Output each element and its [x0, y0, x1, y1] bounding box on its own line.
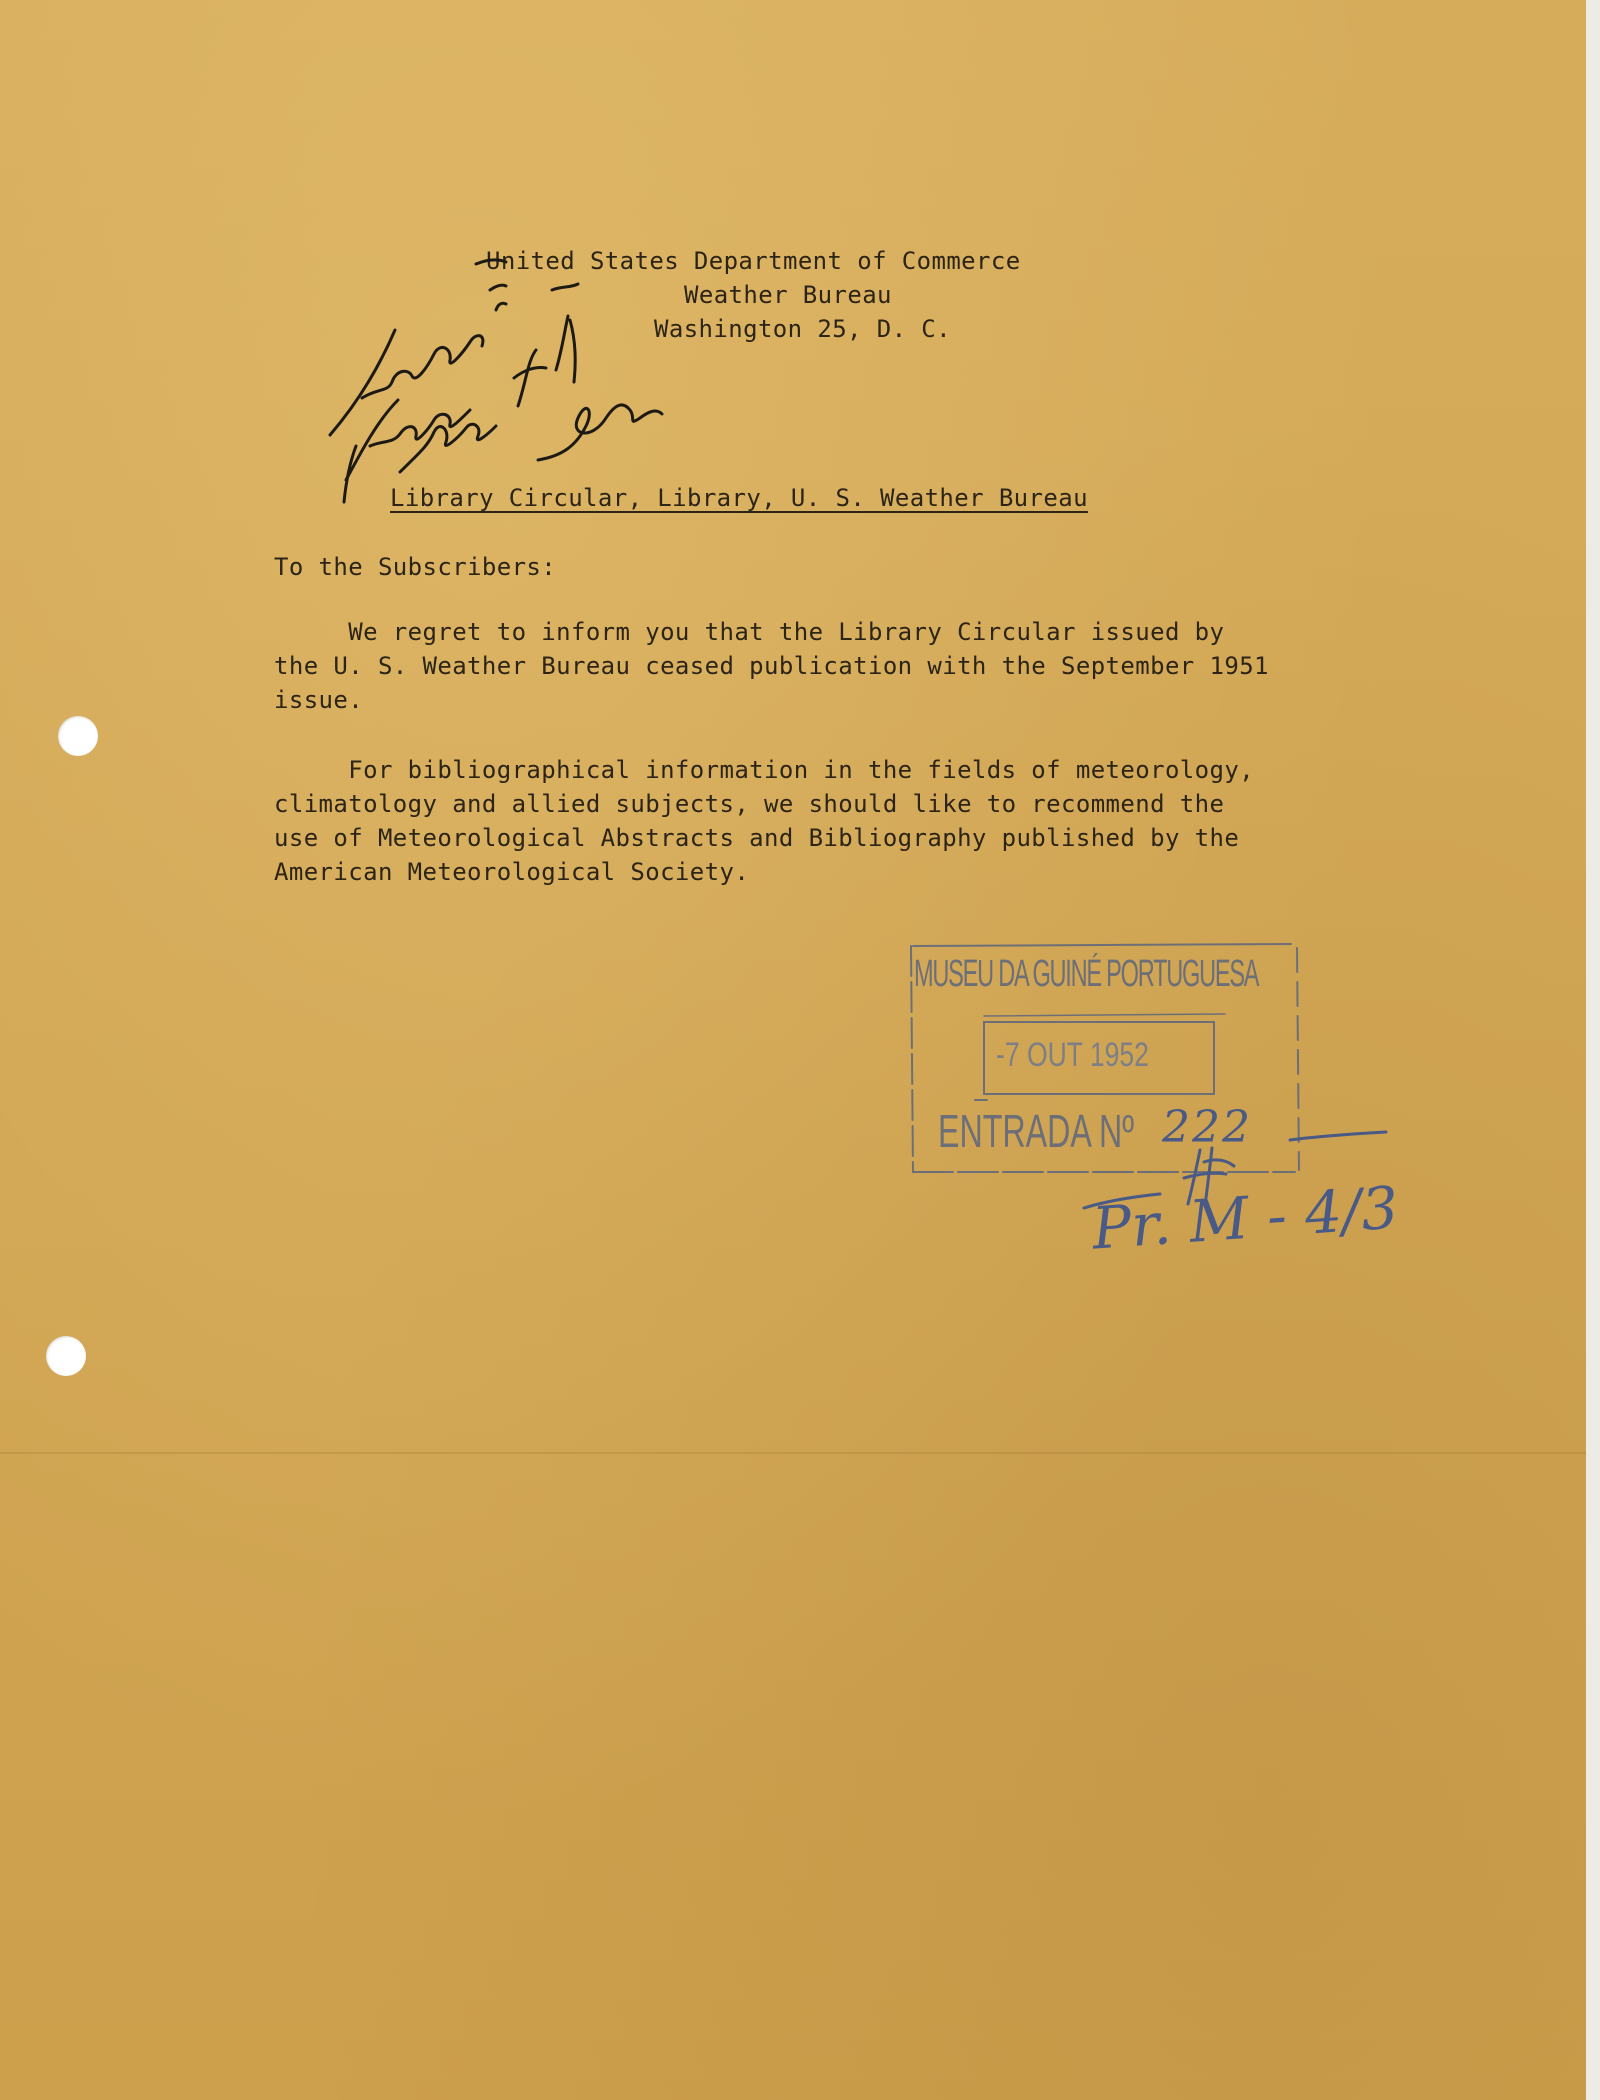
punch-hole [46, 1336, 86, 1376]
stamp-date: -7 OUT 1952 [996, 1036, 1149, 1074]
letterhead-line-2: Weather Bureau [684, 281, 892, 309]
paragraph-2-line-4: American Meteorological Society. [274, 858, 750, 886]
handwritten-reference: Pr. M - 4/3 [1090, 1173, 1401, 1263]
subject-line: Library Circular, Library, U. S. Weather Bureau [390, 484, 1088, 512]
punch-hole [58, 716, 98, 756]
paragraph-2-line-3: use of Meteorological Abstracts and Bibliography published by the [274, 824, 1240, 852]
salutation: To the Subscribers: [274, 553, 557, 581]
letterhead-line-1: United States Department of Commerce [486, 247, 1021, 275]
paragraph-1-line-1: We regret to inform you that the Library Circular issued by [274, 618, 1225, 646]
stamp-entry-number: 222 [1162, 1102, 1252, 1153]
scan-border [1586, 0, 1600, 2100]
paragraph-1-line-2: the U. S. Weather Bureau ceased publication with the September 1951 [274, 652, 1269, 680]
letterhead-line-3: Washington 25, D. C. [654, 315, 951, 343]
paragraph-2-line-1: For bibliographical information in the fields of meteorology, [274, 756, 1255, 784]
paragraph-1-line-3: issue. [274, 686, 364, 714]
paragraph-2-line-2: climatology and allied subjects, we should like to recommend the [274, 790, 1225, 818]
stamp-institution: MUSEU DA GUINÉ PORTUGUESA [914, 953, 1259, 995]
paper-fold [0, 1452, 1586, 1454]
handwritten-signature [300, 250, 700, 520]
stamp-entry-label: ENTRADA Nº [938, 1105, 1135, 1157]
